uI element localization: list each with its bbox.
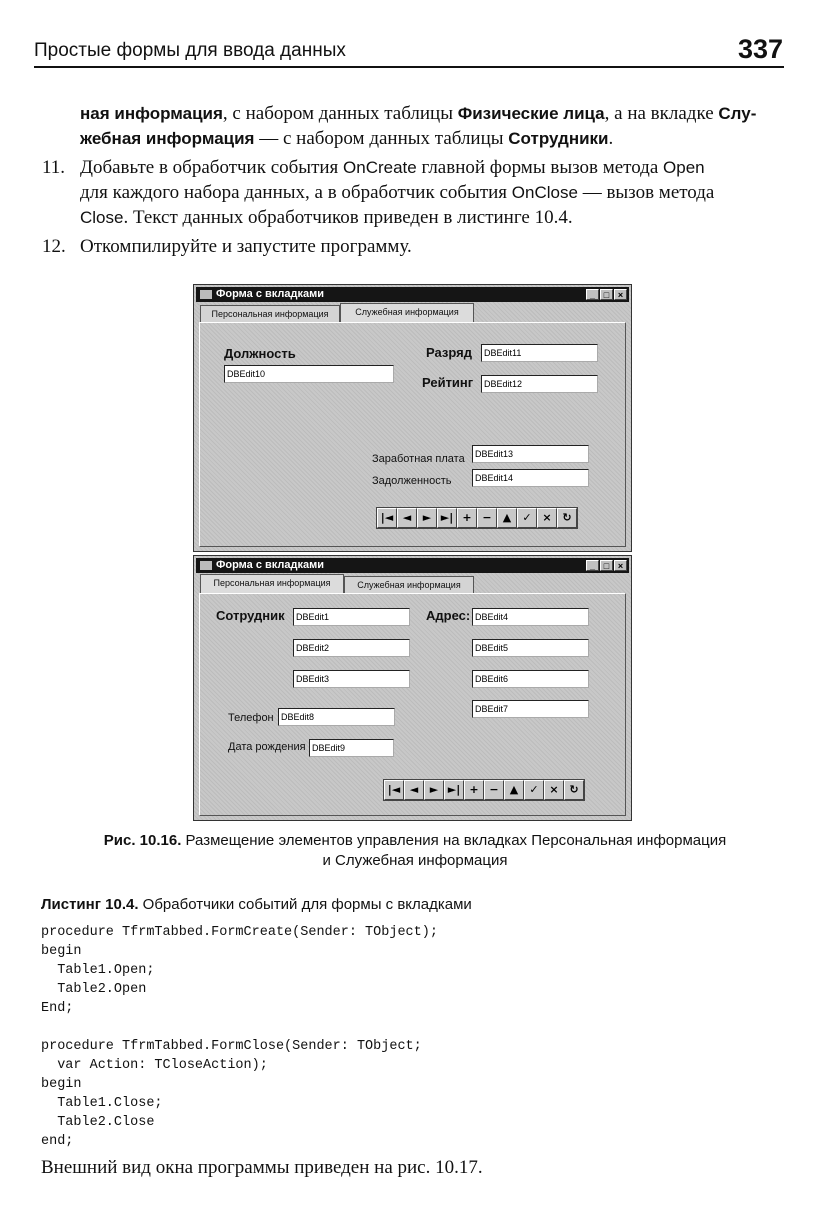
field-rating[interactable]: DBEdit12 xyxy=(481,375,598,393)
figure-caption xyxy=(40,831,790,871)
window-personal-tab xyxy=(193,555,632,821)
field-dbedit3[interactable]: DBEdit3 xyxy=(293,670,410,688)
close-icon[interactable]: × xyxy=(614,289,627,300)
maximize-icon[interactable]: □ xyxy=(600,560,613,571)
field-debt[interactable]: DBEdit14 xyxy=(472,469,589,487)
window-title: Форма с вкладками xyxy=(216,559,325,571)
text-fragment: для каждого набора данных, а в обработчик события xyxy=(80,182,512,203)
nav-cancel-icon[interactable]: × xyxy=(544,780,564,800)
page-number: 337 xyxy=(737,34,783,64)
text-fragment: , с набором данных таблицы xyxy=(222,103,458,124)
label-address: Адрес: xyxy=(426,608,471,623)
term-personal-info-fragment: ная информация xyxy=(80,104,223,123)
window-titlebar xyxy=(196,558,629,573)
event-onclose: OnClose xyxy=(511,183,578,202)
item-12-text: Откомпилируйте и запустите программу. xyxy=(80,236,412,257)
app-icon xyxy=(200,561,212,570)
running-header-title: Простые формы для ввода данных xyxy=(34,40,346,61)
db-navigator xyxy=(376,507,578,529)
nav-next-icon[interactable]: ► xyxy=(417,508,437,528)
term-service-info-fragment: жебная информация xyxy=(80,129,255,148)
nav-cancel-icon[interactable]: × xyxy=(537,508,557,528)
nav-edit-icon[interactable]: ▲ xyxy=(504,780,524,800)
nav-post-icon[interactable]: ✓ xyxy=(517,508,537,528)
caption-text: Размещение элементов управления на вкладках Персональная информация xyxy=(181,832,727,849)
header-rule xyxy=(34,66,784,68)
field-dbedit4[interactable]: DBEdit4 xyxy=(472,608,589,626)
paragraph-continuation-line-1 xyxy=(80,101,756,126)
nav-edit-icon[interactable]: ▲ xyxy=(497,508,517,528)
paragraph-continuation-line-2 xyxy=(80,126,613,151)
tab-personal-info[interactable]: Персональная информация xyxy=(200,305,340,322)
tab-personal-info[interactable]: Персональная информация xyxy=(200,574,344,593)
window-titlebar xyxy=(196,287,629,302)
nav-first-icon[interactable]: |◄ xyxy=(384,780,404,800)
nav-post-icon[interactable]: ✓ xyxy=(524,780,544,800)
item-11-line-3 xyxy=(80,205,573,230)
nav-prior-icon[interactable]: ◄ xyxy=(397,508,417,528)
list-number-11: 11. xyxy=(42,157,66,178)
maximize-icon[interactable]: □ xyxy=(600,289,613,300)
label-salary: Заработная плата xyxy=(372,453,465,465)
closing-paragraph: Внешний вид окна программы приведен на рис. 10.17. xyxy=(41,1157,483,1178)
text-fragment: . Текст данных обработчиков приведен в листинге 10.4. xyxy=(123,207,573,228)
nav-refresh-icon[interactable]: ↻ xyxy=(564,780,584,800)
nav-next-icon[interactable]: ► xyxy=(424,780,444,800)
field-dbedit1[interactable]: DBEdit1 xyxy=(293,608,410,626)
tab-service-info[interactable]: Служебная информация xyxy=(340,303,474,322)
text-fragment: — вызов метода xyxy=(577,182,715,203)
item-11-line-1 xyxy=(80,155,705,180)
term-service-fragment: Слу- xyxy=(718,104,757,123)
label-debt: Задолженность xyxy=(372,475,452,487)
field-dbedit6[interactable]: DBEdit6 xyxy=(472,670,589,688)
field-salary[interactable]: DBEdit13 xyxy=(472,445,589,463)
window-title: Форма с вкладками xyxy=(216,288,325,300)
caption-label: Рис. 10.16. xyxy=(103,832,182,849)
label-birth-date: Дата рождения xyxy=(228,741,306,753)
field-rank[interactable]: DBEdit11 xyxy=(481,344,598,362)
term-employees: Сотрудники xyxy=(508,129,609,148)
minimize-icon[interactable]: _ xyxy=(586,560,599,571)
list-number-12: 12. xyxy=(42,236,66,257)
text-fragment: главной формы вызов метода xyxy=(416,157,664,178)
field-dbedit5[interactable]: DBEdit5 xyxy=(472,639,589,657)
nav-insert-icon[interactable]: + xyxy=(464,780,484,800)
nav-last-icon[interactable]: ►| xyxy=(444,780,464,800)
field-dbedit7[interactable]: DBEdit7 xyxy=(472,700,589,718)
nav-delete-icon[interactable]: − xyxy=(477,508,497,528)
label-employee: Сотрудник xyxy=(216,608,285,623)
field-dbedit9[interactable]: DBEdit9 xyxy=(309,739,394,757)
method-open: Open xyxy=(663,158,705,177)
code-listing: procedure TfrmTabbed.FormCreate(Sender: TObject); begin Table1.Open; Table2.Open End; procedure TfrmTabbed.FormClose(Sender: TObject; var Action: TCloseAction); begin Table1.Close; Table2.Close end; xyxy=(41,925,438,1149)
listing-title-text: Обработчики событий для формы с вкладками xyxy=(138,896,472,913)
caption-line-1 xyxy=(40,831,790,851)
db-navigator xyxy=(383,779,585,801)
method-close: Close xyxy=(80,208,124,227)
label-rank: Разряд xyxy=(426,345,472,360)
field-dbedit8[interactable]: DBEdit8 xyxy=(278,708,395,726)
caption-line-2: и Служебная информация xyxy=(322,852,508,869)
term-individuals: Физические лица xyxy=(457,104,605,123)
window-service-tab xyxy=(193,284,632,552)
label-phone: Телефон xyxy=(228,712,274,724)
nav-insert-icon[interactable]: + xyxy=(457,508,477,528)
label-position: Должность xyxy=(224,346,296,361)
listing-label: Листинг 10.4. xyxy=(41,896,139,913)
item-11-line-2 xyxy=(80,180,714,205)
nav-refresh-icon[interactable]: ↻ xyxy=(557,508,577,528)
text-fragment: . xyxy=(608,128,614,149)
field-position[interactable]: DBEdit10 xyxy=(224,365,394,383)
nav-delete-icon[interactable]: − xyxy=(484,780,504,800)
tab-service-info[interactable]: Служебная информация xyxy=(344,576,474,593)
text-fragment: — с набором данных таблицы xyxy=(254,128,509,149)
text-fragment: , а на вкладке xyxy=(604,103,719,124)
nav-prior-icon[interactable]: ◄ xyxy=(404,780,424,800)
minimize-icon[interactable]: _ xyxy=(586,289,599,300)
field-dbedit2[interactable]: DBEdit2 xyxy=(293,639,410,657)
event-oncreate: OnCreate xyxy=(343,158,417,177)
close-icon[interactable]: × xyxy=(614,560,627,571)
label-rating: Рейтинг xyxy=(422,375,474,390)
nav-first-icon[interactable]: |◄ xyxy=(377,508,397,528)
nav-last-icon[interactable]: ►| xyxy=(437,508,457,528)
text-fragment: Добавьте в обработчик события xyxy=(80,157,344,178)
listing-title xyxy=(41,896,472,913)
app-icon xyxy=(200,290,212,299)
